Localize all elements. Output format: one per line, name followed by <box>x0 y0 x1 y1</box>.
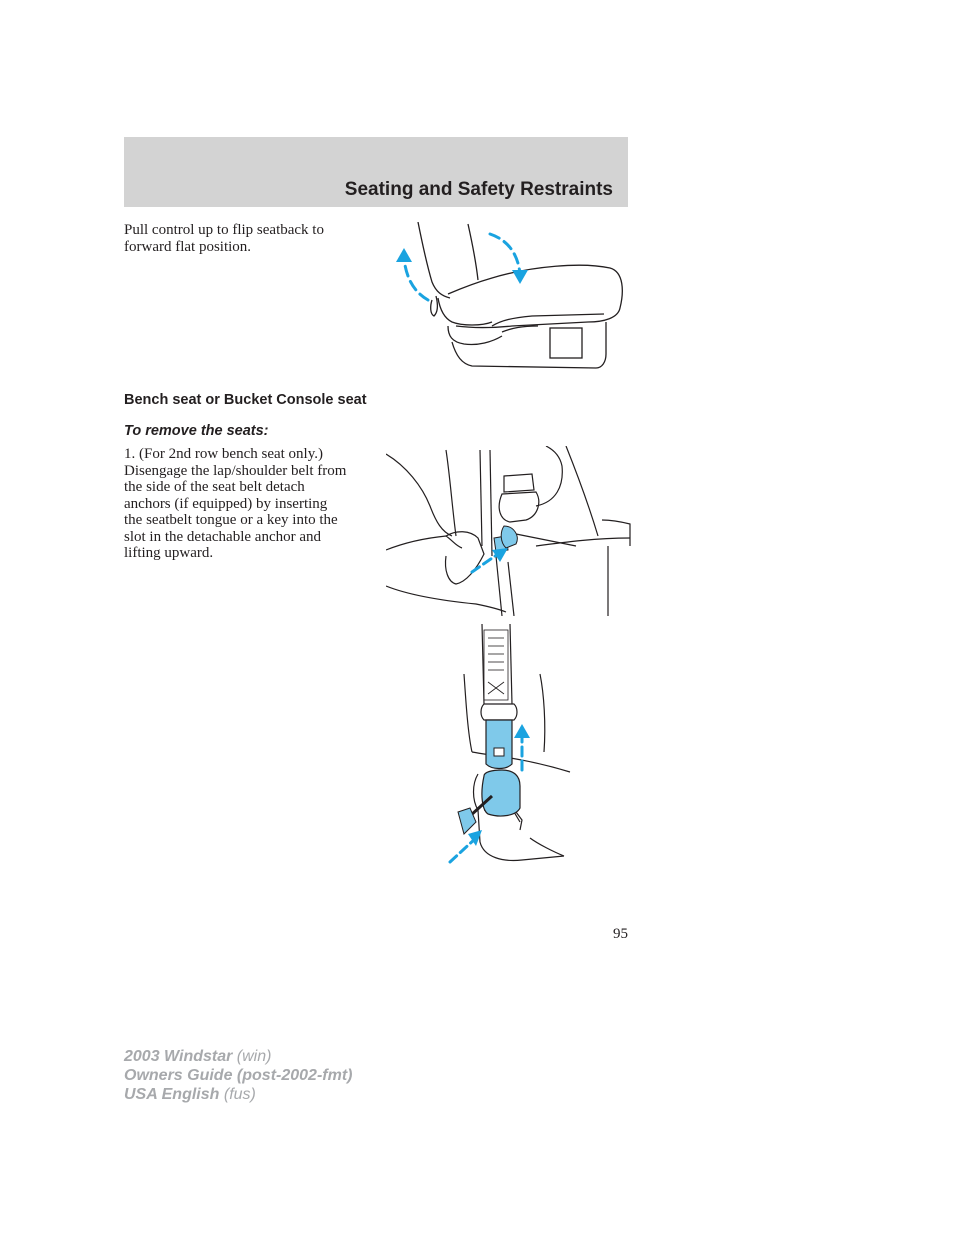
footer-model: 2003 Windstar <box>124 1048 233 1065</box>
seat-flip-illustration <box>392 222 628 374</box>
seat-flip-svg <box>392 222 628 374</box>
step-1-line: Disengage the lap/shoulder belt from <box>124 462 347 479</box>
step-1-line: slot in the detachable anchor and <box>124 528 322 545</box>
step-1-line: the side of the seat belt detach <box>124 479 305 495</box>
footer-language-code: (fus) <box>223 1086 256 1103</box>
footer-language: USA English <box>124 1086 220 1103</box>
flip-instruction <box>124 222 364 255</box>
header-band <box>124 137 628 207</box>
detachable-anchor-key-svg <box>444 624 574 870</box>
footer-model-code: (win) <box>236 1048 272 1065</box>
page-title: Seating and Safety Restraints <box>344 179 613 200</box>
page-number: 95 <box>613 926 628 942</box>
footer-line-3 <box>124 1085 352 1104</box>
step-1-line: the seatbelt tongue or a key into the <box>124 512 338 528</box>
step-1-line: lifting upward. <box>124 545 214 561</box>
flip-instruction-line-2: forward flat position. <box>124 238 252 255</box>
step-1-text <box>124 446 384 562</box>
footer-line-2 <box>124 1066 352 1085</box>
section-heading: Bench seat or Bucket Console seat <box>124 392 367 408</box>
flip-instruction-line-1: Pull control up to flip seatback to <box>124 222 324 238</box>
document-footer <box>124 1047 352 1104</box>
seat-belt-anchor-svg <box>386 446 632 616</box>
footer-guide: Owners Guide (post-2002-fmt) <box>124 1067 353 1084</box>
footer-line-1 <box>124 1047 352 1066</box>
step-1-line: anchors (if equipped) by inserting <box>124 495 328 512</box>
section-subheading: To remove the seats: <box>124 423 269 439</box>
seat-belt-anchor-illustration <box>386 446 632 616</box>
detachable-anchor-key-illustration <box>444 624 574 870</box>
step-1-line: 1. (For 2nd row bench seat only.) <box>124 446 323 462</box>
